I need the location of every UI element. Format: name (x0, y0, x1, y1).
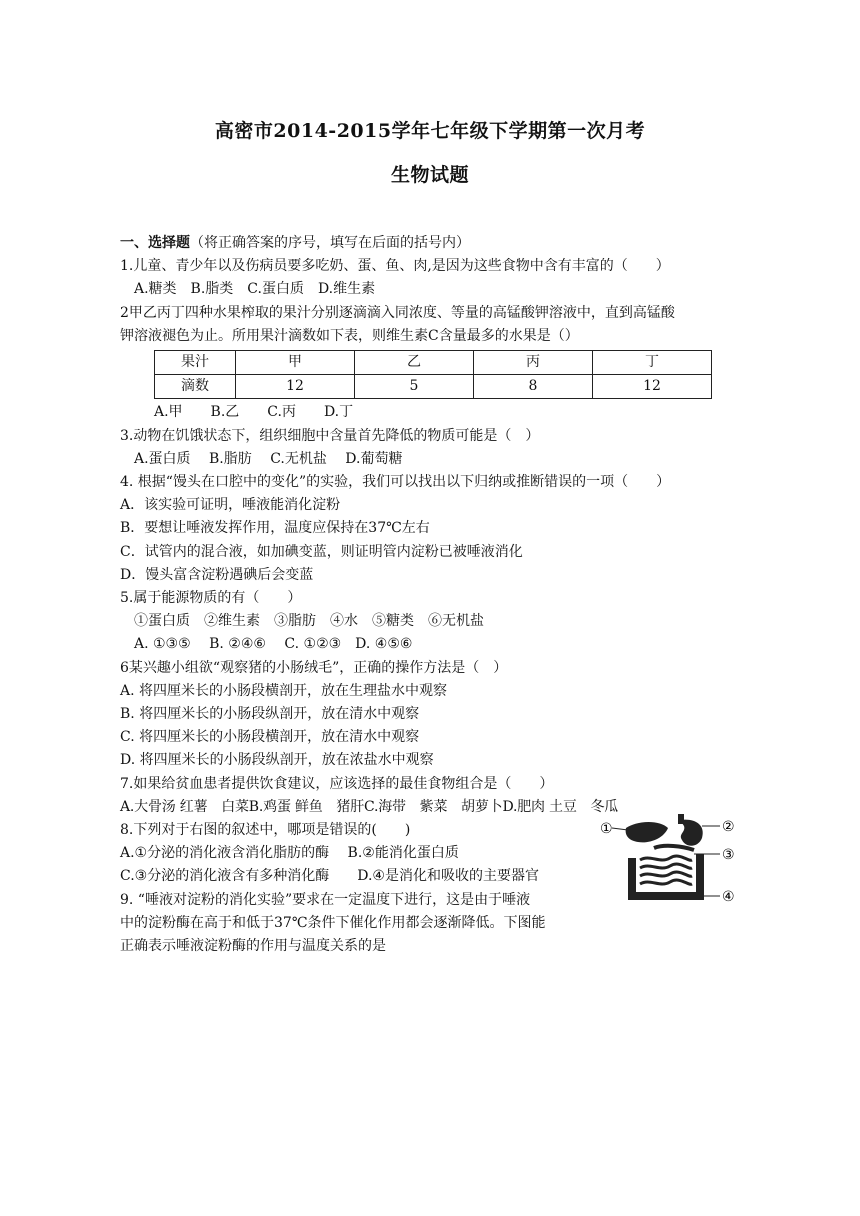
question-6-option-b: B. 将四厘米长的小肠段纵剖开，放在清水中观察 (120, 706, 420, 723)
question-9-line2: 中的淀粉酶在高于和低于37℃条件下催化作用都会逐渐降低。下图能 (120, 914, 546, 931)
question-9-line1: 9. “唾液对淀粉的消化实验”要求在一定温度下进行，这是由于唾液 (120, 891, 531, 908)
section-note: （将正确答案的序号，填写在后面的括号内） (190, 235, 470, 251)
question-1-options: A.糖类 B.脂类 C.蛋白质 D.维生素 (134, 281, 376, 298)
small-intestine-shape (640, 856, 692, 884)
question-9-line3: 正确表示唾液淀粉酶的作用与温度关系的是 (120, 938, 386, 955)
table-header-row (155, 351, 712, 375)
question-1-stem: 1.儿童、青少年以及伤病员要多吃奶、蛋、鱼、肉,是因为这些食物中含有丰富的（ ） (120, 258, 670, 275)
section-heading (120, 232, 760, 255)
juice-drops-table (154, 350, 712, 399)
question-6-option-c: C. 将四厘米长的小肠段横剖开，放在清水中观察 (120, 729, 420, 746)
table-cell: 12 (236, 375, 355, 399)
question-6-option-a: A. 将四厘米长的小肠段横剖开，放在生理盐水中观察 (120, 682, 448, 699)
question-4-option-c: C．试管内的混合液，如加碘变蓝，则证明管内淀粉已被唾液消化 (120, 543, 523, 560)
table-cell: 5 (355, 375, 474, 399)
esophagus-shape (678, 814, 684, 824)
question-7-options: A.大骨汤 红薯 白菜B.鸡蛋 鲜鱼 猪肝C.海带 紫菜 胡萝卜D.肥肉 土豆 冬瓜 (120, 798, 619, 815)
figure-label-4: ④ (722, 889, 735, 905)
question-5-stem: 5.属于能源物质的有（ ） (120, 590, 302, 607)
figure-label-2: ② (722, 819, 735, 835)
exam-subtitle: 生物试题 (390, 164, 469, 186)
digestive-system-figure (598, 814, 738, 910)
question-4-option-a: A．该实验可证明，唾液能消化淀粉 (120, 497, 341, 514)
question-4-stem: 4. 根据“馒头在口腔中的变化”的实验，我们可以找出以下归纳或推断错误的一项（ ） (120, 474, 671, 491)
table-row (155, 375, 712, 399)
figure-label-1: ① (600, 821, 613, 837)
exam-title: 高密市2014-2015学年七年级下学期第一次月考 (214, 120, 646, 142)
question-4-option-b: B．要想让唾液发挥作用，温度应保持在37℃左右 (120, 520, 430, 537)
question-2-stem-line1: 2甲乙丙丁四种水果榨取的果汁分别逐滴滴入同浓度、等量的高锰酸钾溶液中，直到高锰酸 (120, 304, 675, 321)
table-cell: 丙 (474, 351, 593, 375)
question-8-options-cd: C.③分泌的消化液含有多种消化酶 D.④是消化和吸收的主要器官 (120, 868, 539, 885)
question-2-options: A.甲 B.乙 C.丙 D.丁 (154, 404, 354, 421)
question-3-options: A.蛋白质 B.脂肪 C.无机盐 D.葡萄糖 (134, 450, 403, 467)
question-6-option-d: D. 将四厘米长的小肠段纵剖开，放在浓盐水中观察 (120, 752, 434, 769)
leader-line (612, 828, 628, 830)
question-8-stem: 8.下列对于右图的叙述中，哪项是错误的( ) (120, 822, 411, 839)
question-3-stem: 3.动物在饥饿状态下，组织细胞中含量首先降低的物质可能是（ ） (120, 427, 540, 444)
section-title: 一、选择题 (120, 235, 190, 251)
question-7-stem: 7.如果给贫血患者提供饮食建议，应该选择的最佳食物组合是（ ） (120, 775, 554, 792)
question-6-stem: 6某兴趣小组欲“观察猪的小肠绒毛”，正确的操作方法是（ ） (120, 659, 508, 676)
table-cell: 8 (474, 375, 593, 399)
table-cell: 丁 (593, 351, 712, 375)
table-cell: 甲 (236, 351, 355, 375)
question-4-option-d: D．馒头富含淀粉遇碘后会变蓝 (120, 566, 314, 583)
table-cell: 12 (593, 375, 712, 399)
question-5-items: ①蛋白质 ②维生素 ③脂肪 ④水 ⑤糖类 ⑥无机盐 (134, 613, 484, 630)
table-cell: 果汁 (155, 351, 236, 375)
question-2-stem-line2: 钾溶液褪色为止。所用果汁滴数如下表，则维生素C含量最多的水果是（） (120, 327, 579, 344)
table-cell: 滴数 (155, 375, 236, 399)
question-5-options: A. ①③⑤ B. ②④⑥ C. ①②③ D. ④⑤⑥ (134, 636, 413, 653)
figure-label-3: ③ (722, 847, 735, 863)
pancreas-shape (654, 846, 694, 850)
question-8-options-ab: A.①分泌的消化液含消化脂肪的酶 B.②能消化蛋白质 (120, 845, 459, 862)
table-cell: 乙 (355, 351, 474, 375)
liver-shape (626, 822, 668, 842)
